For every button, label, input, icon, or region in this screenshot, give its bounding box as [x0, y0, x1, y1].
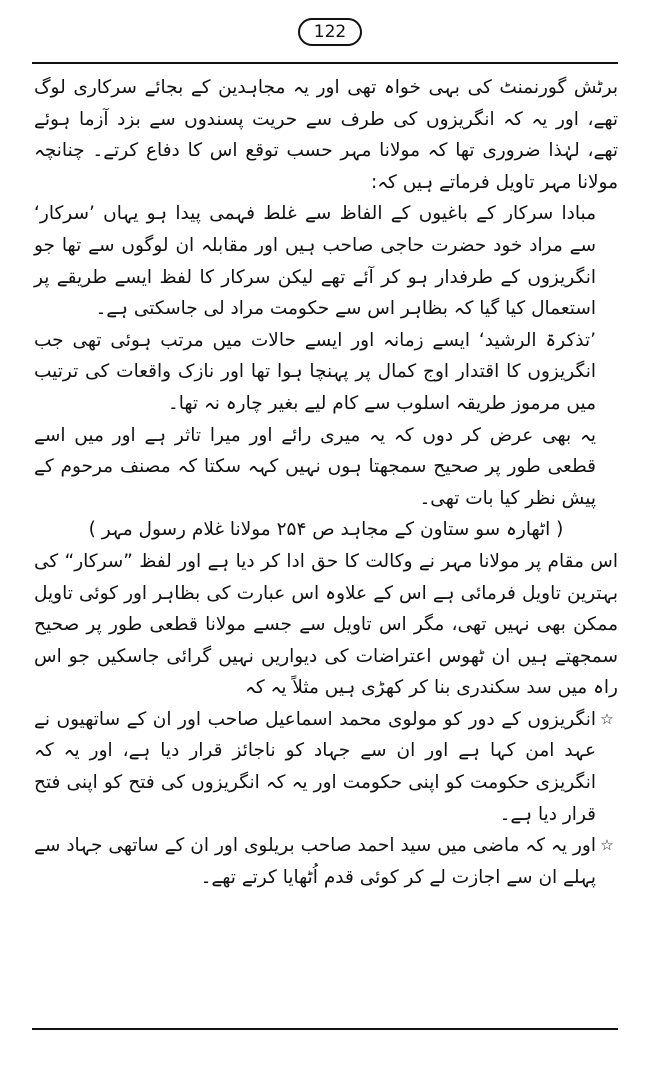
list-item — [34, 704, 618, 830]
list-item — [34, 830, 618, 893]
page-body — [34, 72, 618, 893]
quote-paragraph: مبادا سرکار کے باغیوں کے الفاظ سے غلط فہمی پیدا ہو یہاں ’سرکار‘ سے مراد خود حضرت حاجی صاحب ہیں اور مقابلہ ان لوگوں سے تھا جو انگریزوں کے طرفدار ہو کر آئے تھے لیکن سرکار کا لفظ ایسے طریقے پر استعمال کیا گیا کہ بظاہر اس سے حکومت مراد لی جاسکتی ہے۔ — [34, 203, 596, 320]
body-paragraph: اس مقام پر مولانا مہر نے وکالت کا حق ادا کر دیا ہے اور لفظ ”سرکار“ کی بہترین تاویل فرمائی ہے اس کے علاوہ اس عبارت کی بظاہر اور کوئی تاویل ممکن بھی نہیں تھی، مگر اس تاویل سے جسے مولانا قطعی طور پر صحیح سمجھتے ہیں ان ٹھوس اعتراضات کی دیواریں نہیں گرائی جاسکیں جو اس راہ میں سد سکندری بنا کر کھڑی ہیں مثلاً یہ کہ — [34, 550, 618, 699]
list-item-text: انگریزوں کے دور کو مولوی محمد اسماعیل صاحب اور ان کے ساتھیوں نے عہد امن کہا ہے اور ان سے جہاد کو ناجائز قرار دیا ہے، اور یہ کہ انگریزی حکومت کو اپنی حکومت اور یہ کہ انگریزوں کی فتح کو اپنی فتح قرار دیا ہے۔ — [34, 708, 596, 825]
page-number: 122 — [298, 18, 362, 46]
star-icon: ☆ — [600, 836, 614, 855]
list-item-text: اور یہ کہ ماضی میں سید احمد صاحب بریلوی اور ان کے ساتھی جہاد سے پہلے ان سے اجازت لے کر کوئی قدم اُٹھایا کرتے تھے۔ — [34, 835, 596, 888]
block-quote — [34, 198, 618, 514]
quote-paragraph: یہ بھی عرض کر دوں کہ یہ میری رائے اور میرا تاثر ہے اور میں اسے قطعی طور پر صحیح سمجھتا ہوں نہیں کہہ سکتا کہ مصنف مرحوم کے پیش نظر کیا بات تھی۔ — [34, 424, 596, 509]
star-icon: ☆ — [600, 709, 614, 728]
bottom-rule — [32, 1028, 618, 1030]
citation: ( اٹھارہ سو ستاون کے مجاہد ص ۲۵۴ مولانا غلام رسول مہر ) — [88, 519, 564, 541]
intro-paragraph: برٹش گورنمنٹ کی بہی خواہ تھی اور یہ مجاہدین کے بجائے سرکاری لوگ تھے، اور یہ کہ انگریزوں کی طرف سے حریت پسندوں سے بزد آزما ہوئے تھے، لہٰذا ضروری تھا کہ مولانا مہر حسب توقع اس کا دفاع کرتے۔ چنانچہ مولانا مہر تاویل فرماتے ہیں کہ: — [34, 77, 618, 193]
top-rule — [32, 62, 618, 64]
quote-paragraph: ’تذکرۃ الرشید‘ ایسے زمانہ اور ایسے حالات میں مرتب ہوئی تھی جب انگریزوں کا اقتدار اوج کمال پر پہنچا ہوا تھا اور نازک واقعات کی ترتیب میں مرموز طریقہ اسلوب سے کام لیے بغیر چارہ نہ تھا۔ — [34, 329, 596, 414]
